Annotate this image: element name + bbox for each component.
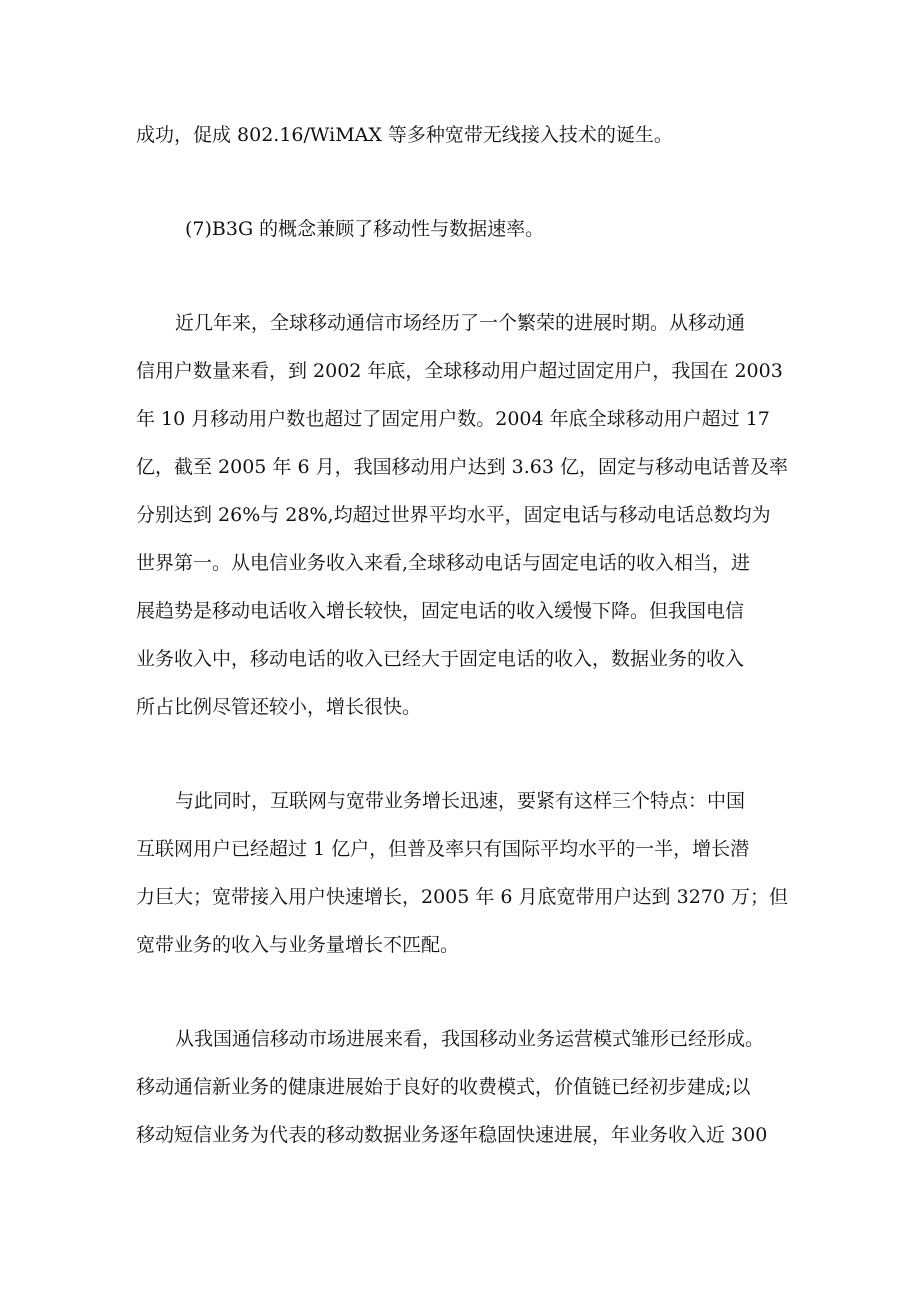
paragraph-line: 世界第一。从电信业务收入来看,全球移动电话与固定电话的收入相当，进 <box>136 552 751 574</box>
paragraph-line: 与此同时，互联网与宽带业务增长迅速，要紧有这样三个特点：中国 <box>175 790 746 812</box>
paragraph-line: 亿，截至 2005 年 6 月，我国移动用户达到 3.63 亿，固定与移动电话普及率 <box>136 456 788 478</box>
paragraph-line: 展趋势是移动电话收入增长较快，固定电话的收入缓慢下降。但我国电信 <box>136 600 745 622</box>
paragraph-line: 信用户数量来看，到 2002 年底，全球移动用户超过固定用户，我国在 2003 <box>136 360 783 382</box>
paragraph-line: 移动通信新业务的健康进展始于良好的收费模式，价值链已经初步建成;以 <box>136 1076 751 1098</box>
paragraph-line: 宽带业务的收入与业务量增长不匹配。 <box>136 934 460 956</box>
paragraph-line: 从我国通信移动市场进展来看，我国移动业务运营模式雏形已经形成。 <box>175 1028 765 1050</box>
paragraph-line: 业务收入中，移动电话的收入已经大于固定电话的收入，数据业务的收入 <box>136 648 745 670</box>
paragraph-line: 年 10 月移动用户数也超过了固定用户数。2004 年底全球移动用户超过 17 <box>136 408 770 430</box>
paragraph-line: 力巨大；宽带接入用户快速增长，2005 年 6 月底宽带用户达到 3270 万；但 <box>136 886 788 908</box>
paragraph-line: 分别达到 26%与 28%,均超过世界平均水平，固定电话与移动电话总数均为 <box>136 504 771 526</box>
paragraph-line: 近几年来，全球移动通信市场经历了一个繁荣的进展时期。从移动通 <box>175 312 746 334</box>
paragraph-line: 所占比例尽管还较小，增长很快。 <box>136 696 422 718</box>
list-item-line: (7)B3G 的概念兼顾了移动性与数据速率。 <box>185 218 545 240</box>
paragraph-line: 互联网用户已经超过 1 亿户，但普及率只有国际平均水平的一半，增长潜 <box>136 838 750 860</box>
paragraph-line: 移动短信业务为代表的移动数据业务逐年稳固快速进展，年业务收入近 300 <box>136 1124 768 1146</box>
paragraph-line: 成功，促成 802.16/WiMAX 等多种宽带无线接入技术的诞生。 <box>136 124 673 146</box>
